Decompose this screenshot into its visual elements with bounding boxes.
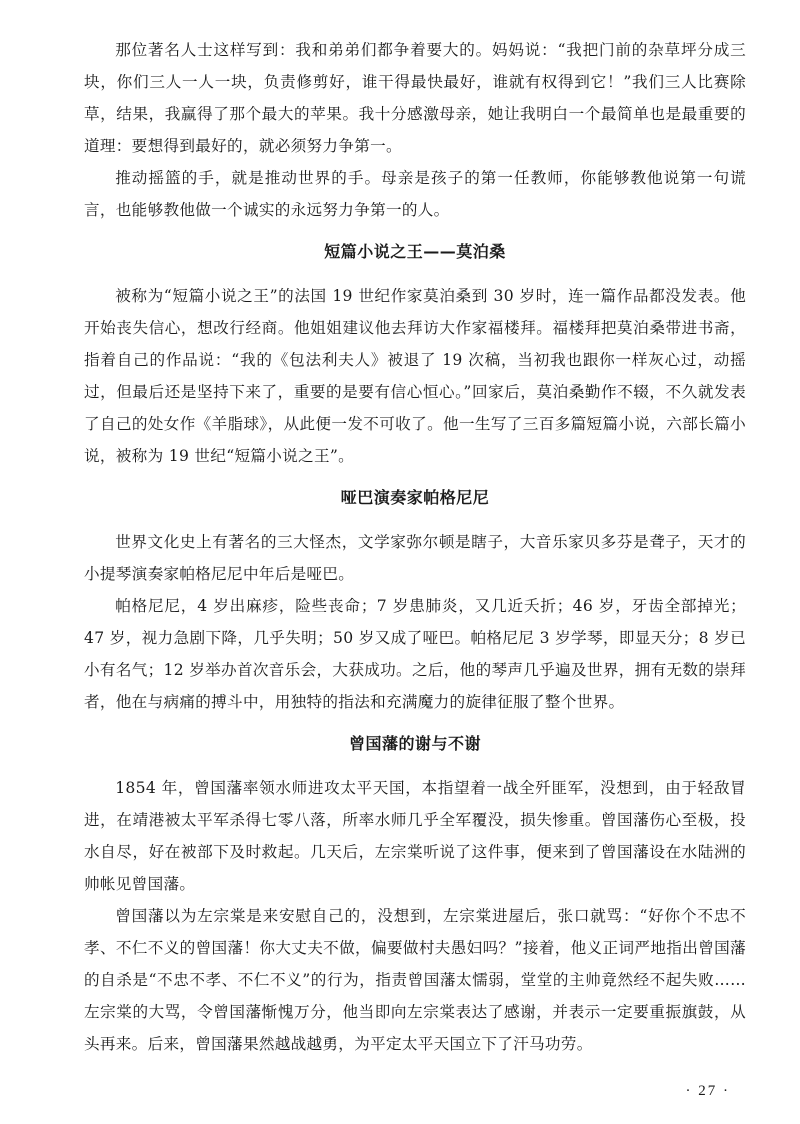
paganini-paragraph-2: 帕格尼尼，4 岁出麻疹，险些丧命；7 岁患肺炎，又几近夭折；46 岁，牙齿全部掉光；47 岁，视力急剧下降，几乎失明；50 岁又成了哑巴。帕格尼尼 3 岁学琴，即显天分；8 岁已小有名气；12 岁举办首次音乐会，大获成功。之后，他的琴声几乎遍及世界，拥有无数的崇拜者，他在与病痛的搏斗中，用独特的指法和充满魔力的旋律征服了整个世界。 (84, 597, 746, 711)
document-page (84, 34, 746, 1060)
maupassant-paragraph-1: 被称为“短篇小说之王”的法国 19 世纪作家莫泊桑到 30 岁时，连一篇作品都没发表。他开始丧失信心，想改行经商。他姐姐建议他去拜访大作家福楼拜。福楼拜把莫泊桑带进书斋，指着自己的作品说：“我的《包法利夫人》被退了 19 次稿，当初我也跟你一样灰心过，动摇过，但最后还是坚持下来了，重要的是要有信心恒心。”回家后，莫泊桑勤作不辍，不久就发表了自己的处女作《羊脂球》，从此便一发不可收了。他一生写了三百多篇短篇小说，六部长篇小说，被称为 19 世纪“短篇小说之王”。 (84, 287, 746, 465)
zeng-guofan-paragraph-2: 曾国藩以为左宗棠是来安慰自己的，没想到，左宗棠进屋后，张口就骂：“好你个不忠不孝、不仁不义的曾国藩！你大丈夫不做，偏要做村夫愚妇吗？”接着，他义正词严地指出曾国藩的自杀是“不忠不孝、不仁不义”的行为，指责曾国藩太懦弱，堂堂的主帅竟然经不起失败……左宗棠的大骂，令曾国藩惭愧万分，他当即向左宗棠表达了感谢，并表示一定要重振旗鼓，从头再来。后来，曾国藩果然越战越勇，为平定太平天国立下了汗马功劳。 (84, 907, 746, 1053)
section-title-maupassant: 短篇小说之王——莫泊桑 (324, 242, 506, 261)
zeng-guofan-paragraph-1: 1854 年，曾国藩率领水师进攻太平天国，本指望着一战全歼匪军，没想到，由于轻敌冒进，在靖港被太平军杀得七零八落，所率水师几乎全军覆没，损失惨重。曾国藩伤心至极，投水自尽，好在被部下及时救起。几天后，左宗棠听说了这件事，便来到了曾国藩设在水陆洲的帅帐见曾国藩。 (84, 779, 746, 893)
section-title-zeng-guofan: 曾国藩的谢与不谢 (348, 734, 481, 753)
paganini-paragraph-1: 世界文化史上有著名的三大怪杰，文学家弥尔顿是瞎子，大音乐家贝多芬是聋子，天才的小提琴演奏家帕格尼尼中年后是哑巴。 (84, 533, 746, 583)
intro-paragraph-2: 推动摇篮的手，就是推动世界的手。母亲是孩子的第一任教师，你能够教他说第一句谎言，也能够教他做一个诚实的永远努力争第一的人。 (84, 169, 746, 219)
section-title-paganini: 哑巴演奏家帕格尼尼 (340, 488, 490, 507)
intro-paragraph-1: 那位著名人士这样写到：我和弟弟们都争着要大的。妈妈说：“我把门前的杂草坪分成三块，你们三人一人一块，负责修剪好，谁干得最快最好，谁就有权得到它！”我们三人比赛除草，结果，我赢得了那个最大的苹果。我十分感激母亲，她让我明白一个最简单也是最重要的道理：要想得到最好的，就必须努力争第一。 (84, 41, 746, 155)
page-number: · 27 · (685, 1083, 730, 1099)
